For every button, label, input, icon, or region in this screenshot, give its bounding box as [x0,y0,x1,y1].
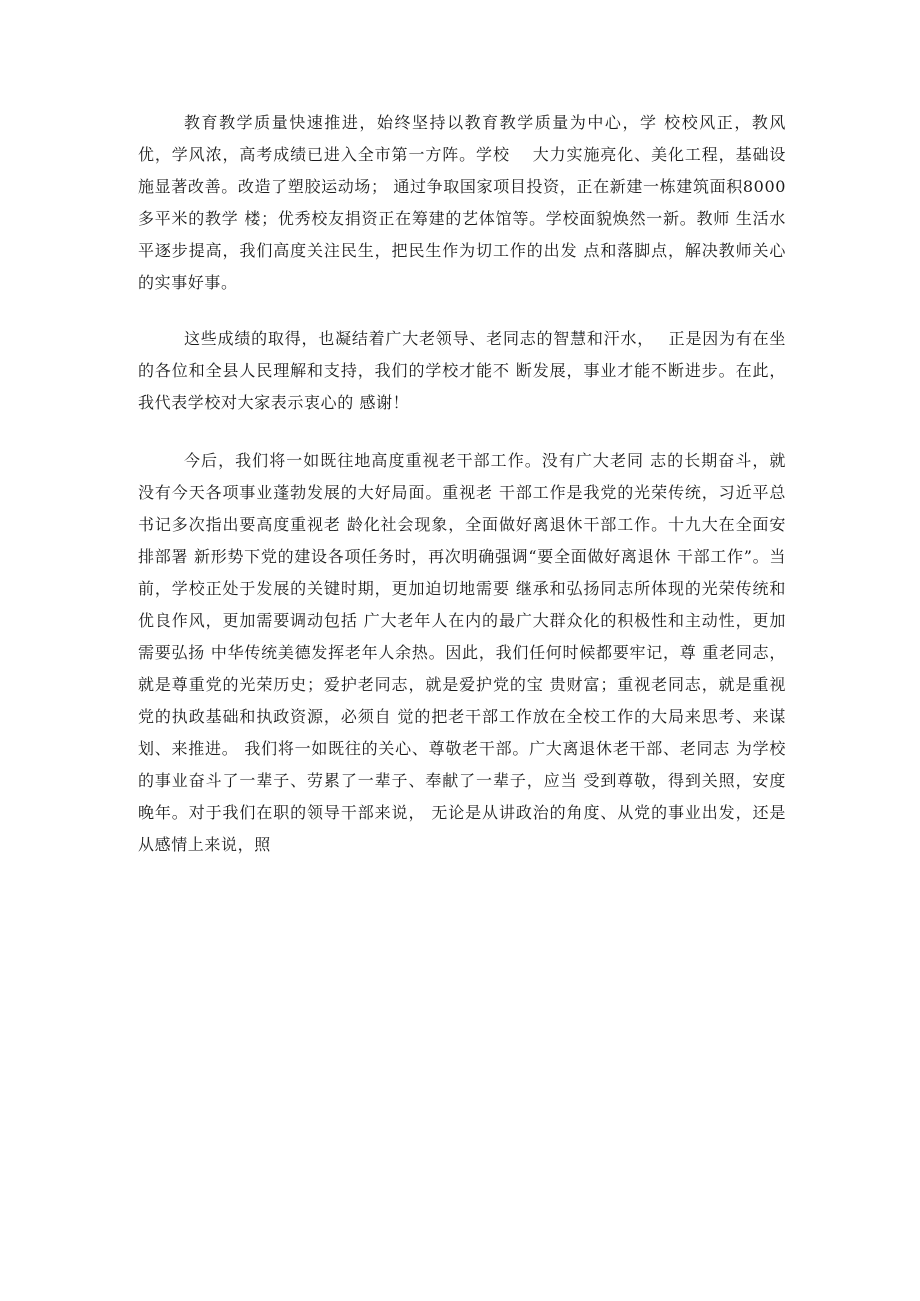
paragraph-veteran-cadre-work: 今后，我们将一如既往地高度重视老干部工作。没有广大老同 志的长期奋斗，就没有今天各项事业蓬勃发展的大好局面。重视老 干部工作是我党的光荣传统，习近平总书记多次指出要高度重视老 龄化社会现象，全面做好离退休干部工作。十九大在全面安排部署 新形势下党的建设各项任务时，再次明确强调“要全面做好离退休 干部工作”。当前，学校正处于发展的关键时期，更加迫切地需要 继承和弘扬同志所体现的光荣传统和优良作风，更加需要调动包括 广大老年人在内的最广大群众化的积极性和主动性，更加需要弘扬 中华传统美德发挥老年人余热。因此，我们任何时候都要牢记，尊 重老同志，就是尊重党的光荣历史；爱护老同志，就是爱护党的宝 贵财富；重视老同志，就是重视党的执政基础和执政资源，必须自 觉的把老干部工作放在全校工作的大局来思考、来谋划、来推进。 我们将一如既往的关心、尊敬老干部。广大离退休老干部、老同志 为学校的事业奋斗了一辈子、劳累了一辈子、奉献了一辈子，应当 受到尊敬，得到关照，安度晚年。对于我们在职的领导干部来说， 无论是从讲政治的角度、从党的事业出发，还是从感情上来说，照 [138,451,786,854]
document-body [138,107,786,879]
paragraph-achievements: 教育教学质量快速推进，始终坚持以教育教学质量为中心，学 校校风正，教风优，学风浓，高考成绩已进入全市第一方阵。学校 大力实施亮化、美化工程，基础设施显著改善。改造了塑胶运动场； 通过争取国家项目投资，正在新建一栋建筑面积8000多平米的教学 楼；优秀校友捐资正在筹建的艺体馆等。学校面貌焕然一新。教师 生活水平逐步提高，我们高度关注民生，把民生作为切工作的出发 点和落脚点，解决教师关心的实事好事。 [138,113,786,292]
paragraph-gratitude: 这些成绩的取得，也凝结着广大老领导、老同志的智慧和汗水， 正是因为有在坐的各位和全县人民理解和支持，我们的学校才能不 断发展，事业才能不断进步。在此，我代表学校对大家表示衷心的 感谢！ [138,329,786,412]
